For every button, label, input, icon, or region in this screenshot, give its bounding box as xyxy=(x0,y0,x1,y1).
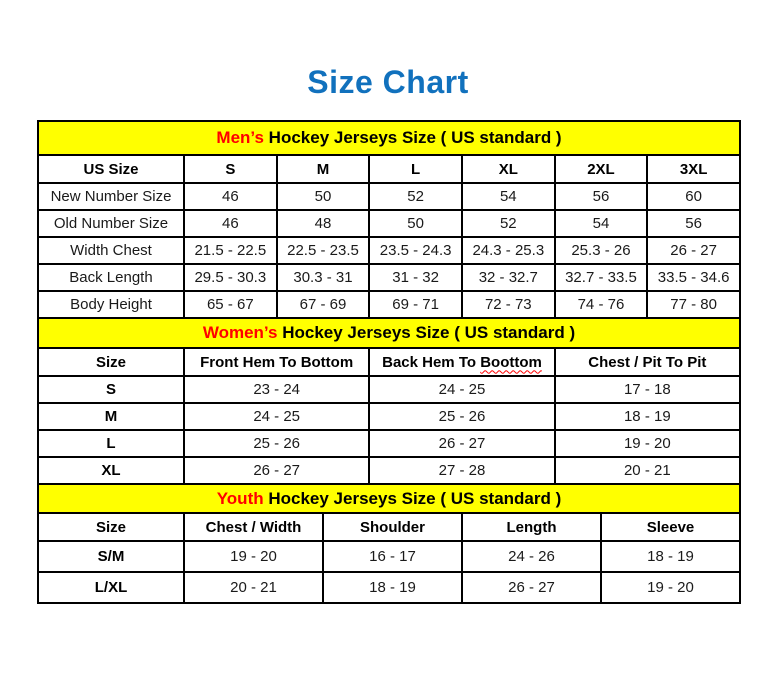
womens-value-cell: 24 - 25 xyxy=(369,376,554,403)
youth-header-cell: Chest / Width xyxy=(184,513,323,541)
youth-value-cell: 19 - 20 xyxy=(184,541,323,572)
mens-header-cell: 2XL xyxy=(555,155,648,183)
youth-data-row xyxy=(38,541,740,572)
youth-section-banner: Youth Hockey Jerseys Size ( US standard ) xyxy=(38,484,740,513)
womens-header-cell: Back Hem To Boottom xyxy=(369,348,554,376)
youth-value-cell: 18 - 19 xyxy=(601,541,740,572)
mens-value-cell: 72 - 73 xyxy=(462,291,555,318)
mens-value-cell: 46 xyxy=(184,210,277,237)
mens-header-cell: S xyxy=(184,155,277,183)
mens-value-cell: 74 - 76 xyxy=(555,291,648,318)
womens-value-cell: 26 - 27 xyxy=(369,430,554,457)
mens-value-cell: 56 xyxy=(647,210,740,237)
mens-banner-highlight: Men’s xyxy=(216,128,264,147)
youth-value-cell: 19 - 20 xyxy=(601,572,740,603)
womens-value-cell: 24 - 25 xyxy=(184,403,369,430)
youth-header-cell: Shoulder xyxy=(323,513,462,541)
womens-data-row xyxy=(38,403,740,430)
mens-value-cell: 46 xyxy=(184,183,277,210)
youth-row-label: S/M xyxy=(38,541,184,572)
mens-value-cell: 77 - 80 xyxy=(647,291,740,318)
youth-data-row xyxy=(38,572,740,603)
mens-value-cell: 25.3 - 26 xyxy=(555,237,648,264)
womens-row-label: L xyxy=(38,430,184,457)
mens-value-cell: 54 xyxy=(555,210,648,237)
mens-value-cell: 50 xyxy=(369,210,462,237)
mens-data-row xyxy=(38,237,740,264)
mens-value-cell: 32 - 32.7 xyxy=(462,264,555,291)
womens-data-row xyxy=(38,430,740,457)
youth-banner-highlight: Youth xyxy=(216,488,264,508)
youth-header-cell: Size xyxy=(38,513,184,541)
mens-value-cell: 32.7 - 33.5 xyxy=(555,264,648,291)
mens-value-cell: 67 - 69 xyxy=(277,291,370,318)
mens-value-cell: 54 xyxy=(462,183,555,210)
mens-row-label: Back Length xyxy=(38,264,184,291)
mens-value-cell: 56 xyxy=(555,183,648,210)
mens-value-cell: 60 xyxy=(647,183,740,210)
womens-data-row xyxy=(38,457,740,484)
womens-section-banner: Women’s Hockey Jerseys Size ( US standard ) xyxy=(38,318,740,348)
mens-value-cell: 65 - 67 xyxy=(184,291,277,318)
mens-data-row xyxy=(38,264,740,291)
mens-value-cell: 30.3 - 31 xyxy=(277,264,370,291)
womens-row-label: XL xyxy=(38,457,184,484)
mens-value-cell: 26 - 27 xyxy=(647,237,740,264)
mens-header-cell: M xyxy=(277,155,370,183)
mens-value-cell: 52 xyxy=(369,183,462,210)
mens-size-table xyxy=(37,120,741,319)
womens-row-label: S xyxy=(38,376,184,403)
mens-value-cell: 33.5 - 34.6 xyxy=(647,264,740,291)
mens-row-label: New Number Size xyxy=(38,183,184,210)
womens-header-cell: Front Hem To Bottom xyxy=(184,348,369,376)
mens-value-cell: 31 - 32 xyxy=(369,264,462,291)
mens-value-cell: 23.5 - 24.3 xyxy=(369,237,462,264)
mens-section-banner: Men’s Hockey Jerseys Size ( US standard ) xyxy=(38,121,740,155)
mens-header-row xyxy=(38,155,740,183)
mens-row-label: Body Height xyxy=(38,291,184,318)
mens-value-cell: 52 xyxy=(462,210,555,237)
womens-header-cell: Size xyxy=(38,348,184,376)
youth-header-row xyxy=(38,513,740,541)
mens-header-cell: US Size xyxy=(38,155,184,183)
womens-value-cell: 23 - 24 xyxy=(184,376,369,403)
youth-value-cell: 20 - 21 xyxy=(184,572,323,603)
youth-header-cell: Sleeve xyxy=(601,513,740,541)
mens-value-cell: 21.5 - 22.5 xyxy=(184,237,277,264)
size-tables-container xyxy=(37,120,741,604)
womens-value-cell: 18 - 19 xyxy=(555,403,740,430)
mens-value-cell: 48 xyxy=(277,210,370,237)
mens-row-label: Width Chest xyxy=(38,237,184,264)
mens-value-cell: 22.5 - 23.5 xyxy=(277,237,370,264)
youth-value-cell: 16 - 17 xyxy=(323,541,462,572)
womens-value-cell: 17 - 18 xyxy=(555,376,740,403)
mens-data-row xyxy=(38,291,740,318)
womens-header-cell: Chest / Pit To Pit xyxy=(555,348,740,376)
womens-value-cell: 25 - 26 xyxy=(369,403,554,430)
youth-value-cell: 24 - 26 xyxy=(462,541,601,572)
mens-row-label: Old Number Size xyxy=(38,210,184,237)
misspelled-word: Boottom xyxy=(480,353,542,371)
mens-header-cell: XL xyxy=(462,155,555,183)
womens-data-row xyxy=(38,376,740,403)
womens-value-cell: 25 - 26 xyxy=(184,430,369,457)
womens-value-cell: 26 - 27 xyxy=(184,457,369,484)
womens-value-cell: 20 - 21 xyxy=(555,457,740,484)
mens-header-cell: L xyxy=(369,155,462,183)
mens-value-cell: 50 xyxy=(277,183,370,210)
womens-banner-highlight: Women’s xyxy=(202,323,278,342)
womens-size-table xyxy=(37,317,741,485)
mens-value-cell: 69 - 71 xyxy=(369,291,462,318)
mens-header-cell: 3XL xyxy=(647,155,740,183)
youth-header-cell: Length xyxy=(462,513,601,541)
mens-value-cell: 24.3 - 25.3 xyxy=(462,237,555,264)
youth-size-table xyxy=(37,483,741,604)
youth-value-cell: 18 - 19 xyxy=(323,572,462,603)
page-title: Size Chart xyxy=(307,64,469,100)
mens-value-cell: 29.5 - 30.3 xyxy=(184,264,277,291)
womens-row-label: M xyxy=(38,403,184,430)
mens-data-row xyxy=(38,210,740,237)
womens-value-cell: 27 - 28 xyxy=(369,457,554,484)
youth-value-cell: 26 - 27 xyxy=(462,572,601,603)
mens-data-row xyxy=(38,183,740,210)
youth-row-label: L/XL xyxy=(38,572,184,603)
womens-header-row xyxy=(38,348,740,376)
womens-value-cell: 19 - 20 xyxy=(555,430,740,457)
